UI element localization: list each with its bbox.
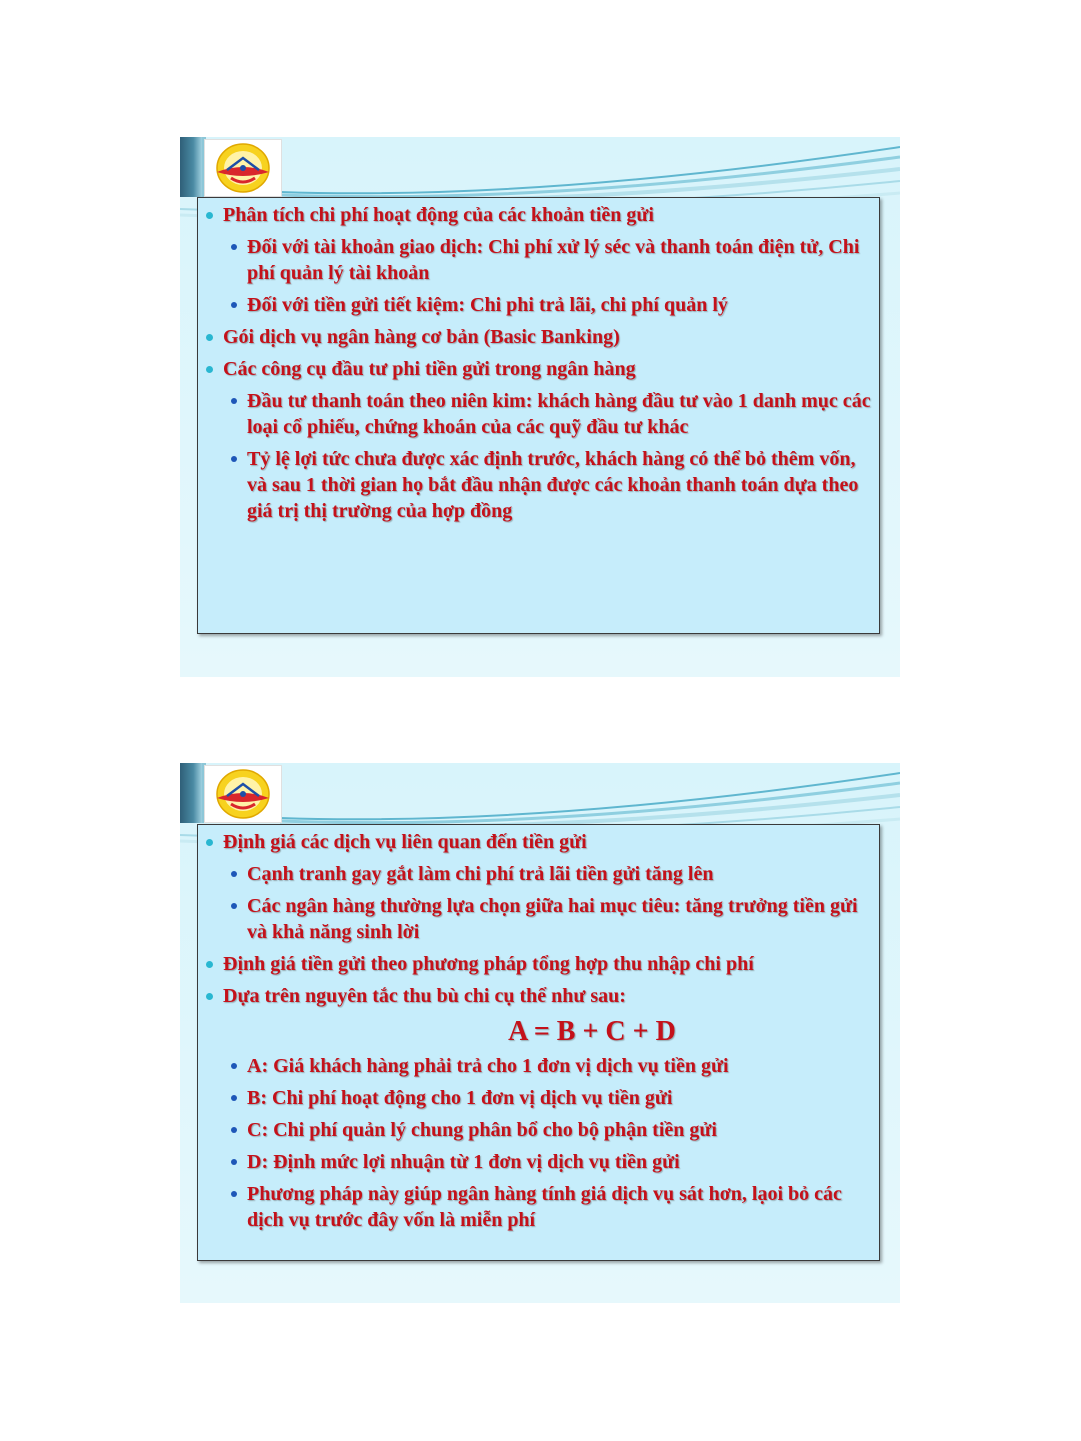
list-item <box>203 388 871 440</box>
university-logo <box>204 765 282 823</box>
item-text: Cạnh tranh gay gắt làm chi phí trả lãi tiền gửi tăng lên <box>247 863 714 885</box>
list-item <box>203 202 871 228</box>
item-text: Đầu tư thanh toán theo niên kim: khách hàng đầu tư vào 1 danh mục các loại cổ phiếu, chứng khoán của các quỹ đầu tư khác <box>247 390 871 438</box>
bullet-dot-icon <box>206 839 213 846</box>
list-item <box>203 1053 871 1079</box>
bullet-dot-icon <box>206 961 213 968</box>
list-item <box>203 1181 871 1233</box>
list-item <box>203 356 871 382</box>
slide-2 <box>180 763 900 1303</box>
slide-1 <box>180 137 900 677</box>
university-logo <box>204 139 282 197</box>
bullet-dot-icon <box>231 1095 237 1101</box>
content-box <box>197 824 880 1261</box>
list-item <box>203 861 871 887</box>
bullet-dot-icon <box>231 1159 237 1165</box>
item-text: Các công cụ đầu tư phi tiền gửi trong ngân hàng <box>223 358 636 380</box>
bullet-dot-icon <box>231 456 237 462</box>
bullet-dot-icon <box>206 334 213 341</box>
list-item <box>203 292 871 318</box>
item-text: Phương pháp này giúp ngân hàng tính giá dịch vụ sát hơn, lạoi bỏ các dịch vụ trước đây vốn là miễn phí <box>247 1183 842 1231</box>
item-text: Gói dịch vụ ngân hàng cơ bản (Basic Banking) <box>223 326 620 348</box>
item-text: Định giá các dịch vụ liên quan đến tiền gửi <box>223 831 587 853</box>
item-text: Đối với tài khoản giao dịch: Chi phí xử lý séc và thanh toán điện tử, Chi phí quản lý tài khoản <box>247 236 860 284</box>
bullet-list <box>203 829 871 1239</box>
item-text: C: Chi phí quản lý chung phân bổ cho bộ phận tiền gửi <box>247 1119 717 1141</box>
list-item <box>203 951 871 977</box>
bullet-list <box>203 202 871 530</box>
bullet-dot-icon <box>206 366 213 373</box>
bullet-dot-icon <box>231 1127 237 1133</box>
list-item <box>203 1149 871 1175</box>
bullet-dot-icon <box>206 993 213 1000</box>
list-item <box>203 829 871 855</box>
list-item <box>203 983 871 1009</box>
list-item <box>203 446 871 524</box>
list-item <box>203 893 871 945</box>
bullet-dot-icon <box>206 212 213 219</box>
bullet-dot-icon <box>231 903 237 909</box>
bullet-dot-icon <box>231 1063 237 1069</box>
bullet-dot-icon <box>231 398 237 404</box>
item-text: Phân tích chi phí hoạt động của các khoản tiền gửi <box>223 204 654 226</box>
list-item <box>203 324 871 350</box>
item-text: Các ngân hàng thường lựa chọn giữa hai mục tiêu: tăng trưởng tiền gửi và khả năng sinh lời <box>247 895 858 943</box>
header-left-bar <box>180 763 202 823</box>
list-item <box>203 1085 871 1111</box>
item-text: Đối với tiền gửi tiết kiệm: Chi phi trả lãi, chi phí quản lý <box>247 294 728 316</box>
item-text: D: Định mức lợi nhuận từ 1 đơn vị dịch vụ tiền gửi <box>247 1151 680 1173</box>
bullet-dot-icon <box>231 302 237 308</box>
item-text: Định giá tiền gửi theo phương pháp tổng hợp thu nhập chi phí <box>223 953 754 975</box>
bullet-dot-icon <box>231 871 237 877</box>
item-text: Tỷ lệ lợi tức chưa được xác định trước, khách hàng có thể bỏ thêm vốn, và sau 1 thời gian họ bắt đầu nhận được các khoản thanh toán dựa theo giá trị thị trường của hợp đồng <box>247 448 859 522</box>
item-text: B: Chi phí hoạt động cho 1 đơn vị dịch vụ tiền gửi <box>247 1087 673 1109</box>
list-item <box>203 1117 871 1143</box>
list-item <box>203 234 871 286</box>
bullet-dot-icon <box>231 1191 237 1197</box>
bullet-dot-icon <box>231 244 237 250</box>
header-left-bar <box>180 137 202 197</box>
item-text: Dựa trên nguyên tắc thu bù chi cụ thể như sau: <box>223 985 626 1007</box>
formula: A = B + C + D <box>508 1016 676 1047</box>
item-text: A: Giá khách hàng phải trả cho 1 đơn vị dịch vụ tiền gửi <box>247 1055 729 1077</box>
content-box <box>197 197 880 634</box>
